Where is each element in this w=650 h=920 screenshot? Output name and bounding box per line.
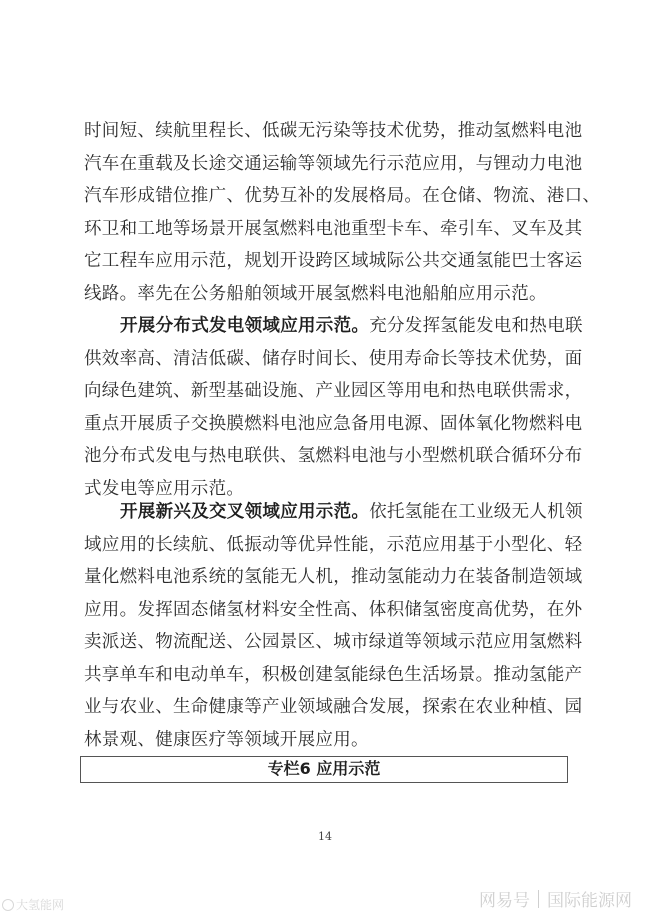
text-line: 式发电等应用示范。 <box>84 478 245 499</box>
text-line: 共享单车和电动单车，积极创建氢能绿色生活场景。推动氢能产 <box>84 664 583 685</box>
text-line: 域应用的长续航、低振动等优异性能，示范应用基于小型化、轻 <box>84 534 583 555</box>
text-line: 汽车在重载及长途交通运输等领域先行示范应用，与锂动力电池 <box>84 153 583 174</box>
text-span: 充分发挥氢能发电和热电联 <box>369 316 583 336</box>
text-line: 应用。发挥固态储氢材料安全性高、体积储氢密度高优势，在外 <box>84 599 583 620</box>
page-number: 14 <box>318 830 332 843</box>
text-line <box>84 310 583 343</box>
watermark-logo-icon <box>2 899 14 911</box>
column-box-title: 专栏6 应用示范 <box>80 756 568 783</box>
section-heading: 开展分布式发电领域应用示范。 <box>120 316 370 336</box>
paragraph-distributed-power <box>84 310 583 505</box>
text-line: 它工程车应用示范，规划开设跨区域城际公共交通氢能巴士客运 <box>84 251 583 271</box>
text-span: 依托氢能在工业级无人机领 <box>369 502 583 522</box>
text-line <box>84 496 583 529</box>
text-line: 业与农业、生命健康等产业领域融合发展，探索在农业种植、园 <box>84 697 583 717</box>
watermark-left <box>2 896 64 913</box>
text-line: 重点开展质子交换膜燃料电池应急备用电源、固体氧化物燃料电 <box>84 413 583 434</box>
text-line: 汽车形成错位推广、优势互补的发展格局。在仓储、物流、港口、 <box>84 186 601 206</box>
watermark-brand-text: 网易号 <box>479 891 530 911</box>
watermark-left-text: 大氢能网 <box>16 898 65 912</box>
text-line: 量化燃料电池系统的氢能无人机，推动氢能动力在装备制造领域 <box>84 567 583 587</box>
text-line: 池分布式发电与热电联供、氢燃料电池与小型燃机联合循环分布 <box>84 446 583 466</box>
section-heading: 开展新兴及交叉领域应用示范。 <box>120 502 370 522</box>
watermark-divider <box>538 890 539 908</box>
text-line: 向绿色建筑、新型基础设施、产业园区等用电和热电联供需求， <box>84 381 583 401</box>
watermark-site-text: 国际能源网 <box>547 891 632 911</box>
paragraph-vehicles <box>84 115 601 310</box>
text-line: 供效率高、清洁低碳、储存时间长、使用寿命长等技术优势，面 <box>84 348 583 369</box>
text-line: 环卫和工地等场景开展氢燃料电池重型卡车、牵引车、叉车及其 <box>84 218 583 239</box>
text-line: 时间短、续航里程长、低碳无污染等技术优势，推动氢燃料电池 <box>84 121 583 141</box>
text-line: 卖派送、物流配送、公园景区、城市绿道等领域示范应用氢燃料 <box>84 632 583 652</box>
paragraph-emerging-fields <box>84 496 583 756</box>
text-line: 线路。率先在公务船舶领域开展氢燃料电池船舶应用示范。 <box>84 283 547 304</box>
watermark-right <box>479 886 632 911</box>
text-line: 林景观、健康医疗等领域开展应用。 <box>84 729 369 750</box>
